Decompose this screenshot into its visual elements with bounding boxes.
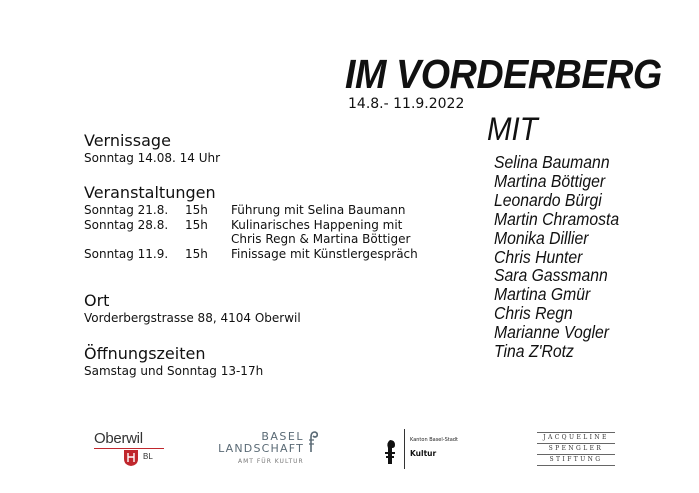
oberwil-crest-icon xyxy=(123,449,139,467)
artist-name: Monika Dillier xyxy=(494,227,589,248)
hours-section xyxy=(84,344,263,379)
jacqueline-spengler-line1: JACQUELINE xyxy=(543,434,609,441)
artist-name: Leonardo Bürgi xyxy=(494,189,602,210)
location-heading: Ort xyxy=(84,291,110,310)
vernissage-section xyxy=(84,131,220,166)
artist-name: Martina Böttiger xyxy=(494,170,606,191)
event-row xyxy=(84,247,464,262)
event-day xyxy=(84,232,185,247)
artist-list xyxy=(494,153,633,361)
event-row xyxy=(84,218,464,233)
jacqueline-spengler-line3: STIFTUNG xyxy=(549,456,603,463)
basel-landschaft-logo xyxy=(218,430,322,468)
artist-name: Chris Hunter xyxy=(494,246,583,267)
events-list xyxy=(84,203,464,261)
event-desc: Finissage mit Künstlergespräch xyxy=(231,246,418,261)
basel-staff-icon xyxy=(382,439,398,465)
event-time xyxy=(185,232,231,247)
event-time: 15h xyxy=(185,246,208,261)
event-time: 15h xyxy=(185,203,208,217)
artist-name: Selina Baumann xyxy=(494,152,610,172)
event-desc: Kulinarisches Happening mit xyxy=(231,217,403,232)
exhibition-title: IM VORDERBERG xyxy=(345,51,662,97)
artist-name: Tina Z'Rotz xyxy=(494,341,574,362)
exhibition-dates: 14.8.- 11.9.2022 xyxy=(348,96,465,112)
event-time: 15h xyxy=(185,217,208,232)
location-text: Vorderbergstrasse 88, 4104 Oberwil xyxy=(84,311,301,325)
artist-name: Chris Regn xyxy=(494,303,573,324)
event-row xyxy=(84,232,464,247)
artist-name: Sara Gassmann xyxy=(494,265,608,286)
basel-landschaft-line1: BASEL xyxy=(261,430,304,443)
vernissage-heading: Vernissage xyxy=(84,131,171,150)
event-desc: Führung mit Selina Baumann xyxy=(231,203,406,217)
basel-landschaft-line3: AMT FÜR KULTUR xyxy=(238,458,304,465)
events-section xyxy=(84,183,464,261)
kanton-basel-stadt-line2: Kultur xyxy=(410,449,437,458)
hours-heading: Öffnungszeiten xyxy=(84,344,206,363)
oberwil-logo xyxy=(94,430,174,466)
hours-text: Samstag und Sonntag 13-17h xyxy=(84,364,264,378)
basel-landschaft-line2: LANDSCHAFT xyxy=(218,442,304,455)
vernissage-text: Sonntag 14.08. 14 Uhr xyxy=(84,151,221,165)
jacqueline-spengler-line2: SPENGLER xyxy=(548,445,604,452)
artist-name: Martin Chramosta xyxy=(494,208,620,229)
location-section xyxy=(84,291,301,326)
event-desc: Chris Regn & Martina Böttiger xyxy=(231,232,411,246)
event-day: Sonntag 11.9. xyxy=(84,246,169,261)
events-heading: Veranstaltungen xyxy=(84,183,216,202)
bishop-staff-icon xyxy=(307,431,318,453)
with-label: MIT xyxy=(487,111,538,147)
event-row xyxy=(84,203,464,218)
artist-name: Martina Gmür xyxy=(494,284,591,305)
jacqueline-spengler-logo xyxy=(537,432,615,468)
kanton-basel-stadt-line1: Kanton Basel-Stadt xyxy=(410,437,458,443)
kanton-basel-stadt-logo xyxy=(382,429,482,471)
oberwil-suffix: BL xyxy=(143,452,153,461)
oberwil-wordmark: Oberwil xyxy=(94,430,143,447)
event-day: Sonntag 21.8. xyxy=(84,203,169,217)
artist-name: Marianne Vogler xyxy=(494,322,609,343)
event-day: Sonntag 28.8. xyxy=(84,217,169,232)
